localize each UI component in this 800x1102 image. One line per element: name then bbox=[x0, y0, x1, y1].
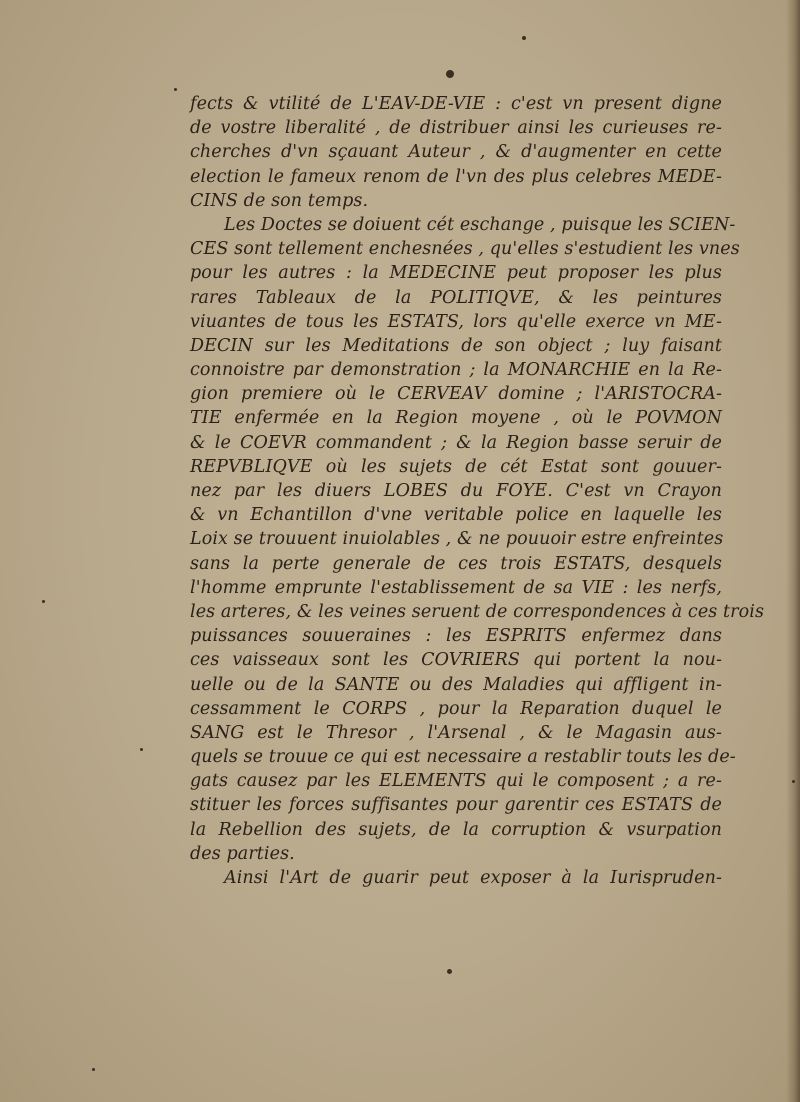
text-line: CINS de son temps. bbox=[190, 190, 369, 211]
text-line: viuantes de tous les ESTATS, lors qu'elle exerce vn ME- bbox=[190, 311, 722, 332]
text-line: de vostre liberalité , de distribuer ainsi les curieuses re- bbox=[190, 118, 722, 139]
text-line: nez par les diuers LOBES du FOYE. C'est vn Crayon bbox=[190, 481, 722, 501]
text-line: les arteres, & les veines seruent de correspondences à ces trois bbox=[190, 601, 765, 622]
ink-speck bbox=[140, 748, 143, 751]
ink-speck bbox=[447, 969, 452, 974]
body-text bbox=[190, 92, 765, 890]
text-line: Loix se trouuent inuiolables , & ne pouuoir estre enfreintes bbox=[190, 529, 724, 550]
text-line: TIE enfermée en la Region moyene , où le POVMON bbox=[190, 408, 722, 429]
text-line: & le COEVR commandent ; & la Region basse seruir de bbox=[190, 432, 722, 453]
text-line: uelle ou de la SANTE ou des Maladies qui affligent in- bbox=[190, 674, 722, 695]
text-line: & vn Echantillon d'vne veritable police en laquelle les bbox=[190, 505, 722, 526]
ink-speck bbox=[522, 36, 526, 40]
text-line: connoistre par demonstration ; la MONARCHIE en la Re- bbox=[190, 360, 722, 381]
text-line: SANG est le Thresor , l'Arsenal , & le Magasin aus- bbox=[190, 722, 722, 743]
text-line: CES sont tellement enchesnées , qu'elles s'estudient les vnes bbox=[190, 239, 740, 260]
text-line: cherches d'vn sçauant Auteur , & d'augmenter en cette bbox=[190, 142, 722, 163]
text-line: REPVBLIQVE où les sujets de cét Estat sont gouuer- bbox=[190, 456, 722, 477]
text-line: gats causez par les ELEMENTS qui le composent ; a re- bbox=[190, 771, 722, 792]
text-line: l'homme emprunte l'establissement de sa VIE : les nerfs, bbox=[190, 577, 722, 598]
page-edge-shadow bbox=[786, 0, 800, 1102]
text-line: ces vaisseaux sont les COVRIERS qui portent la nou- bbox=[190, 650, 722, 671]
ink-speck bbox=[792, 780, 795, 783]
text-line: DECIN sur les Meditations de son object ; luy faisant bbox=[190, 335, 722, 356]
text-line: pour les autres : la MEDECINE peut proposer les plus bbox=[190, 263, 722, 284]
text-line: Ainsi l'Art de guarir peut exposer à la Iurispruden- bbox=[224, 868, 722, 888]
text-line: puissances souueraines : les ESPRITS enfermez dans bbox=[190, 626, 722, 647]
text-line: gion premiere où le CERVEAV domine ; l'ARISTOCRA- bbox=[190, 384, 722, 405]
text-line: rares Tableaux de la POLITIQVE, & les peintures bbox=[190, 287, 722, 308]
ink-speck bbox=[446, 70, 454, 78]
text-line: cessamment le CORPS , pour la Reparation duquel le bbox=[190, 698, 722, 719]
text-line: la Rebellion des sujets, de la corruption & vsurpation bbox=[190, 819, 722, 840]
ink-speck bbox=[42, 600, 45, 603]
text-line: election le fameux renom de l'vn des plus celebres MEDE- bbox=[190, 166, 722, 187]
text-line: fects & vtilité de L'EAV-DE-VIE : c'est vn present digne bbox=[190, 94, 722, 114]
ink-speck bbox=[92, 1068, 95, 1071]
text-line: Les Doctes se doiuent cét eschange , puisque les SCIEN- bbox=[224, 214, 736, 235]
text-line: stituer les forces suffisantes pour garentir ces ESTATS de bbox=[190, 795, 722, 816]
ink-speck bbox=[174, 88, 177, 91]
text-line: des parties. bbox=[190, 843, 295, 864]
text-line: quels se trouue ce qui est necessaire a restablir touts les de- bbox=[190, 747, 736, 768]
text-line: sans la perte generale de ces trois ESTATS, desquels bbox=[190, 553, 722, 574]
